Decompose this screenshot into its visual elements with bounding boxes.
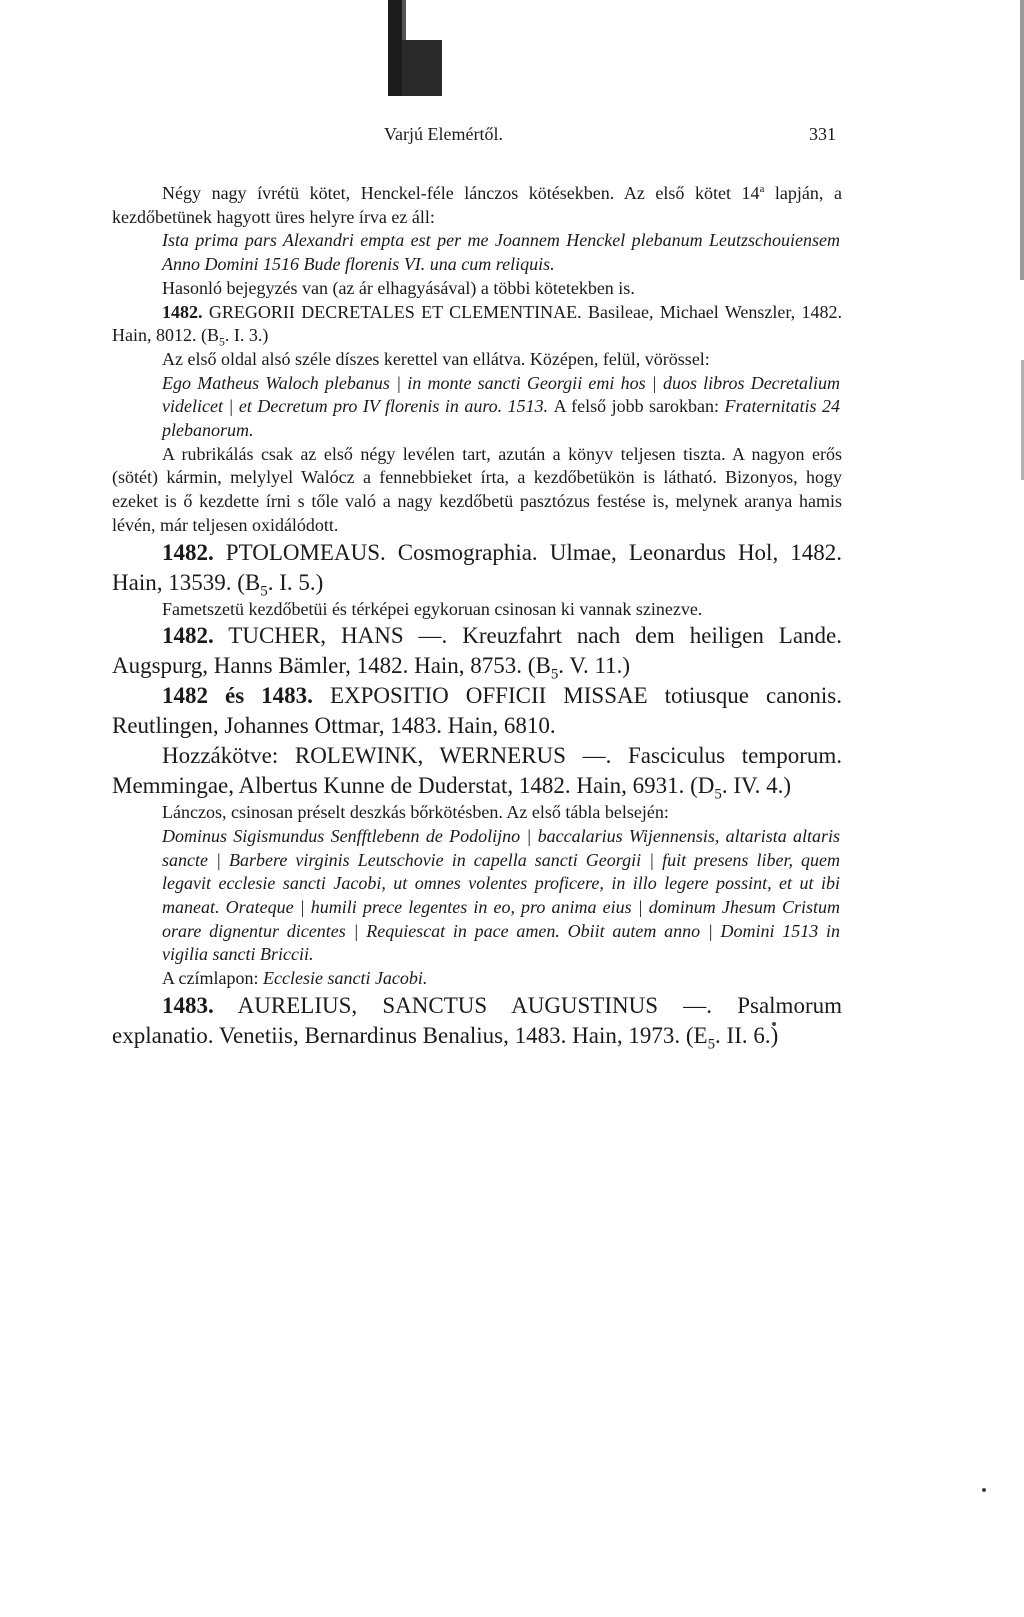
scan-shadow-block (388, 0, 402, 96)
catalog-entry: 1482. TUCHER, HANS —. Kreuzfahrt nach dem heiligen Lande. Augspurg, Hanns Bämler, 1482. Hain, 8753. ($B_5$. V. 11.) (112, 623, 842, 683)
entry-year: 1482. (162, 539, 214, 565)
latin-quote: Ego Matheus Waloch plebanus | in monte sancti Georgii emi hos | duos libros Decretalium videlicet | et Decretum pro IV florenis in auro. 1513. A felső jobb sarokban: Fraternitatis 24 plebanorum. (162, 372, 840, 441)
latin-quote: Dominus Sigismundus Senfftlebenn de Podolijno | baccalarius Wijennensis, altarista altaris sancte | Barbere virginis Leutschovie in capella sancti Georgii | fuit presens liber, quem legavit ecclesie sancti Jacobi, ut omnes volentes proficere, in illo legere possint, et ut ibi maneat. Orateque | humili prece legentes in eo, pro anima eius | dominum Jhesum Cristum orare dignentur dicentes | Requiescat in pace amen. Obiit autem anno | Domini 1513 in vigilia sancti Briccii. (162, 825, 840, 965)
paragraph: Négy nagy ívrétü kötet, Henckel-féle lánczos kötésekben. Az első kötet 14$^a$ lapján, a kezdőbetünek hagyott üres helyre írva ez áll: (112, 183, 842, 227)
running-head (384, 124, 836, 145)
scan-shadow-block (402, 0, 406, 40)
page-body (112, 178, 842, 1051)
catalog-entry: Hozzákötve: ROLEWINK, WERNERUS —. Fasciculus temporum. Memmingae, Albertus Kunne de Duderstat, 1482. Hain, 6931. ($D_5$. IV. 4.) (112, 743, 842, 803)
entry-year: 1482. (162, 623, 214, 649)
page-author-title: Varjú Elemértől. (384, 124, 503, 144)
catalog-entry: 1482. PTOLOMEAUS. Cosmographia. Ulmae, Leonardus Hol, 1482. Hain, 13539. ($B_5$. I. 5.) (112, 539, 842, 600)
scan-page-edge (1020, 0, 1024, 280)
paragraph: Lánczos, csinosan préselt deszkás bőrkötésben. Az első tábla belsején: (162, 802, 669, 823)
paragraph: Hasonló bejegyzés van (az ár elhagyásával) a többi kötetekben is. (162, 277, 635, 298)
paragraph: A czímlapon: Ecclesie sancti Jacobi. (162, 968, 428, 989)
paragraph: A rubrikálás csak az első négy levélen tart, azután a könyv teljesen tiszta. A nagyon erős (sötét) kármin, melylyel Walócz a fennebbieket írta, a kezdőbetükön is látható. Bizonyos, hogy ezeket is ő kezdette írni s tőle való a nagy kezdőbetü pasztózus festése is, melynek aranya hamis lévén, már teljesen oxidálódott. (112, 443, 842, 535)
paragraph: Fametszetü kezdőbetüi és térképei egykoruan csinosan ki vannak szinezve. (162, 598, 703, 619)
entry-year: 1483. (162, 992, 214, 1018)
catalog-entry: 1483. AURELIUS, SANCTUS AUGUSTINUS —. Psalmorum explanatio. Venetiis, Bernardinus Benalius, 1483. Hain, 1973. ($E_5$. II. 6.) (112, 992, 842, 1053)
page-number: 331 (809, 124, 836, 144)
catalog-entry: 1482 és 1483. EXPOSITIO OFFICII MISSAE totiusque canonis. Reutlingen, Johannes Ottmar, 1483. Hain, 6810. (112, 683, 843, 739)
latin-quote: Ista prima pars Alexandri empta est per me Joannem Henckel plebanum Leutzschouiensem Anno Domini 1516 Bude florenis VI. una cum reliquis. (162, 230, 840, 275)
entry-year: 1482. (162, 301, 203, 322)
catalog-entry: 1482. GREGORII DECRETALES ET CLEMENTINAE. Basileae, Michael Wenszler, 1482. Hain, 8012. ($B_5$. I. 3.) (112, 301, 842, 349)
scan-speck (982, 1488, 986, 1492)
entry-year: 1482 és 1483. (162, 683, 313, 709)
paragraph: Az első oldal alsó széle díszes kerettel van ellátva. Középen, felül, vörössel: (162, 348, 710, 369)
scan-shadow-block (402, 40, 442, 96)
